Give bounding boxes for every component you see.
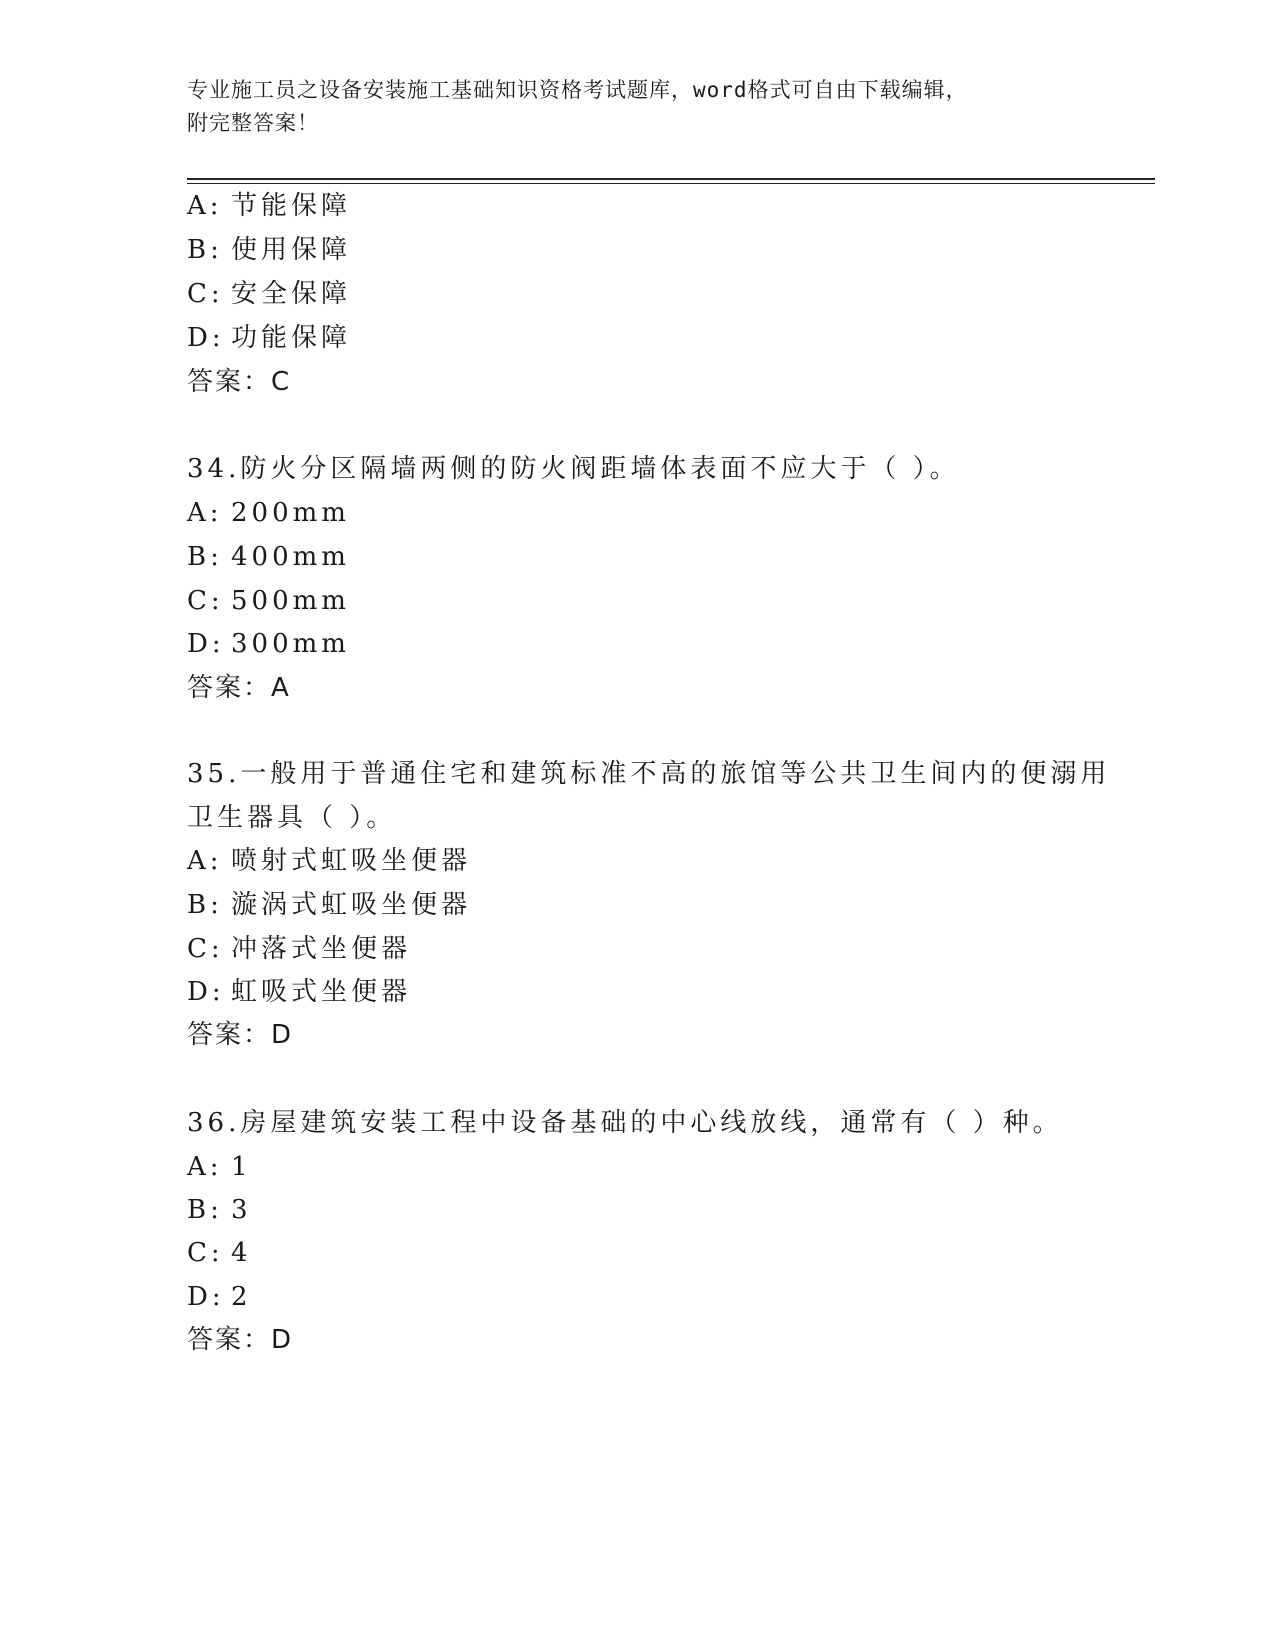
option-label: D: bbox=[187, 977, 225, 1007]
q36-option-d bbox=[187, 1281, 252, 1313]
option-label: C: bbox=[187, 1238, 224, 1268]
option-label: B: bbox=[187, 235, 223, 265]
option-label: C: bbox=[187, 586, 224, 616]
q35-stem-line-2: 卫生器具（ ）。 bbox=[187, 803, 397, 833]
header-divider-thick bbox=[187, 178, 1155, 180]
q35-stem-line-1: 35.一般用于普通住宅和建筑标准不高的旅馆等公共卫生间内的便溺用 bbox=[187, 759, 1111, 789]
option-label: A: bbox=[187, 498, 223, 528]
q33-option-a bbox=[187, 190, 351, 222]
option-text: 200mm bbox=[231, 498, 350, 528]
q36-option-b bbox=[187, 1194, 252, 1226]
header-line-1: 专业施工员之设备安装施工基础知识资格考试题库，word格式可自由下载编辑， bbox=[187, 78, 968, 102]
option-text: 虹吸式坐便器 bbox=[231, 977, 412, 1007]
header-line-2: 附完整答案！ bbox=[187, 111, 319, 135]
q36-stem: 36.房屋建筑安装工程中设备基础的中心线放线，通常有（ ）种。 bbox=[187, 1108, 1063, 1138]
option-label: B: bbox=[187, 1195, 223, 1225]
option-text: 3 bbox=[231, 1195, 252, 1225]
q33-option-c bbox=[187, 278, 351, 310]
option-text: 400mm bbox=[231, 542, 350, 572]
q34-option-b bbox=[187, 541, 350, 573]
option-text: 500mm bbox=[231, 586, 350, 616]
q33-option-b bbox=[187, 234, 351, 266]
q33-option-d bbox=[187, 322, 351, 354]
q35-option-d bbox=[187, 976, 411, 1008]
option-label: C: bbox=[187, 934, 224, 964]
option-text: 节能保障 bbox=[231, 191, 352, 221]
option-text: 1 bbox=[231, 1152, 252, 1182]
option-text: 冲落式坐便器 bbox=[231, 934, 412, 964]
option-text: 喷射式虹吸坐便器 bbox=[231, 846, 472, 876]
q34-stem: 34.防火分区隔墙两侧的防火阀距墙体表面不应大于（ ）。 bbox=[187, 454, 960, 484]
option-text: 4 bbox=[231, 1238, 252, 1268]
q33-answer: 答案：C bbox=[187, 367, 292, 397]
option-text: 安全保障 bbox=[231, 279, 352, 309]
option-label: C: bbox=[187, 279, 224, 309]
q35-option-c bbox=[187, 933, 411, 965]
q35-option-a bbox=[187, 845, 471, 877]
q34-option-a bbox=[187, 497, 350, 529]
option-label: A: bbox=[187, 846, 223, 876]
option-label: B: bbox=[187, 542, 223, 572]
q36-option-c bbox=[187, 1237, 252, 1269]
option-label: A: bbox=[187, 191, 223, 221]
q34-answer: 答案：A bbox=[187, 673, 291, 703]
q34-option-c bbox=[187, 585, 350, 617]
q36-option-a bbox=[187, 1151, 252, 1183]
option-label: D: bbox=[187, 629, 225, 659]
q36-answer: 答案：D bbox=[187, 1325, 294, 1355]
option-text: 2 bbox=[231, 1282, 252, 1312]
option-text: 漩涡式虹吸坐便器 bbox=[231, 890, 472, 920]
header-divider-thin bbox=[187, 183, 1155, 184]
q35-option-b bbox=[187, 889, 471, 921]
option-label: D: bbox=[187, 1282, 225, 1312]
document-header bbox=[187, 74, 1087, 140]
option-text: 300mm bbox=[231, 629, 350, 659]
option-text: 功能保障 bbox=[231, 323, 352, 353]
option-label: D: bbox=[187, 323, 225, 353]
option-label: A: bbox=[187, 1152, 223, 1182]
q34-option-d bbox=[187, 628, 350, 660]
option-label: B: bbox=[187, 890, 223, 920]
q35-answer: 答案：D bbox=[187, 1020, 294, 1050]
option-text: 使用保障 bbox=[231, 235, 352, 265]
